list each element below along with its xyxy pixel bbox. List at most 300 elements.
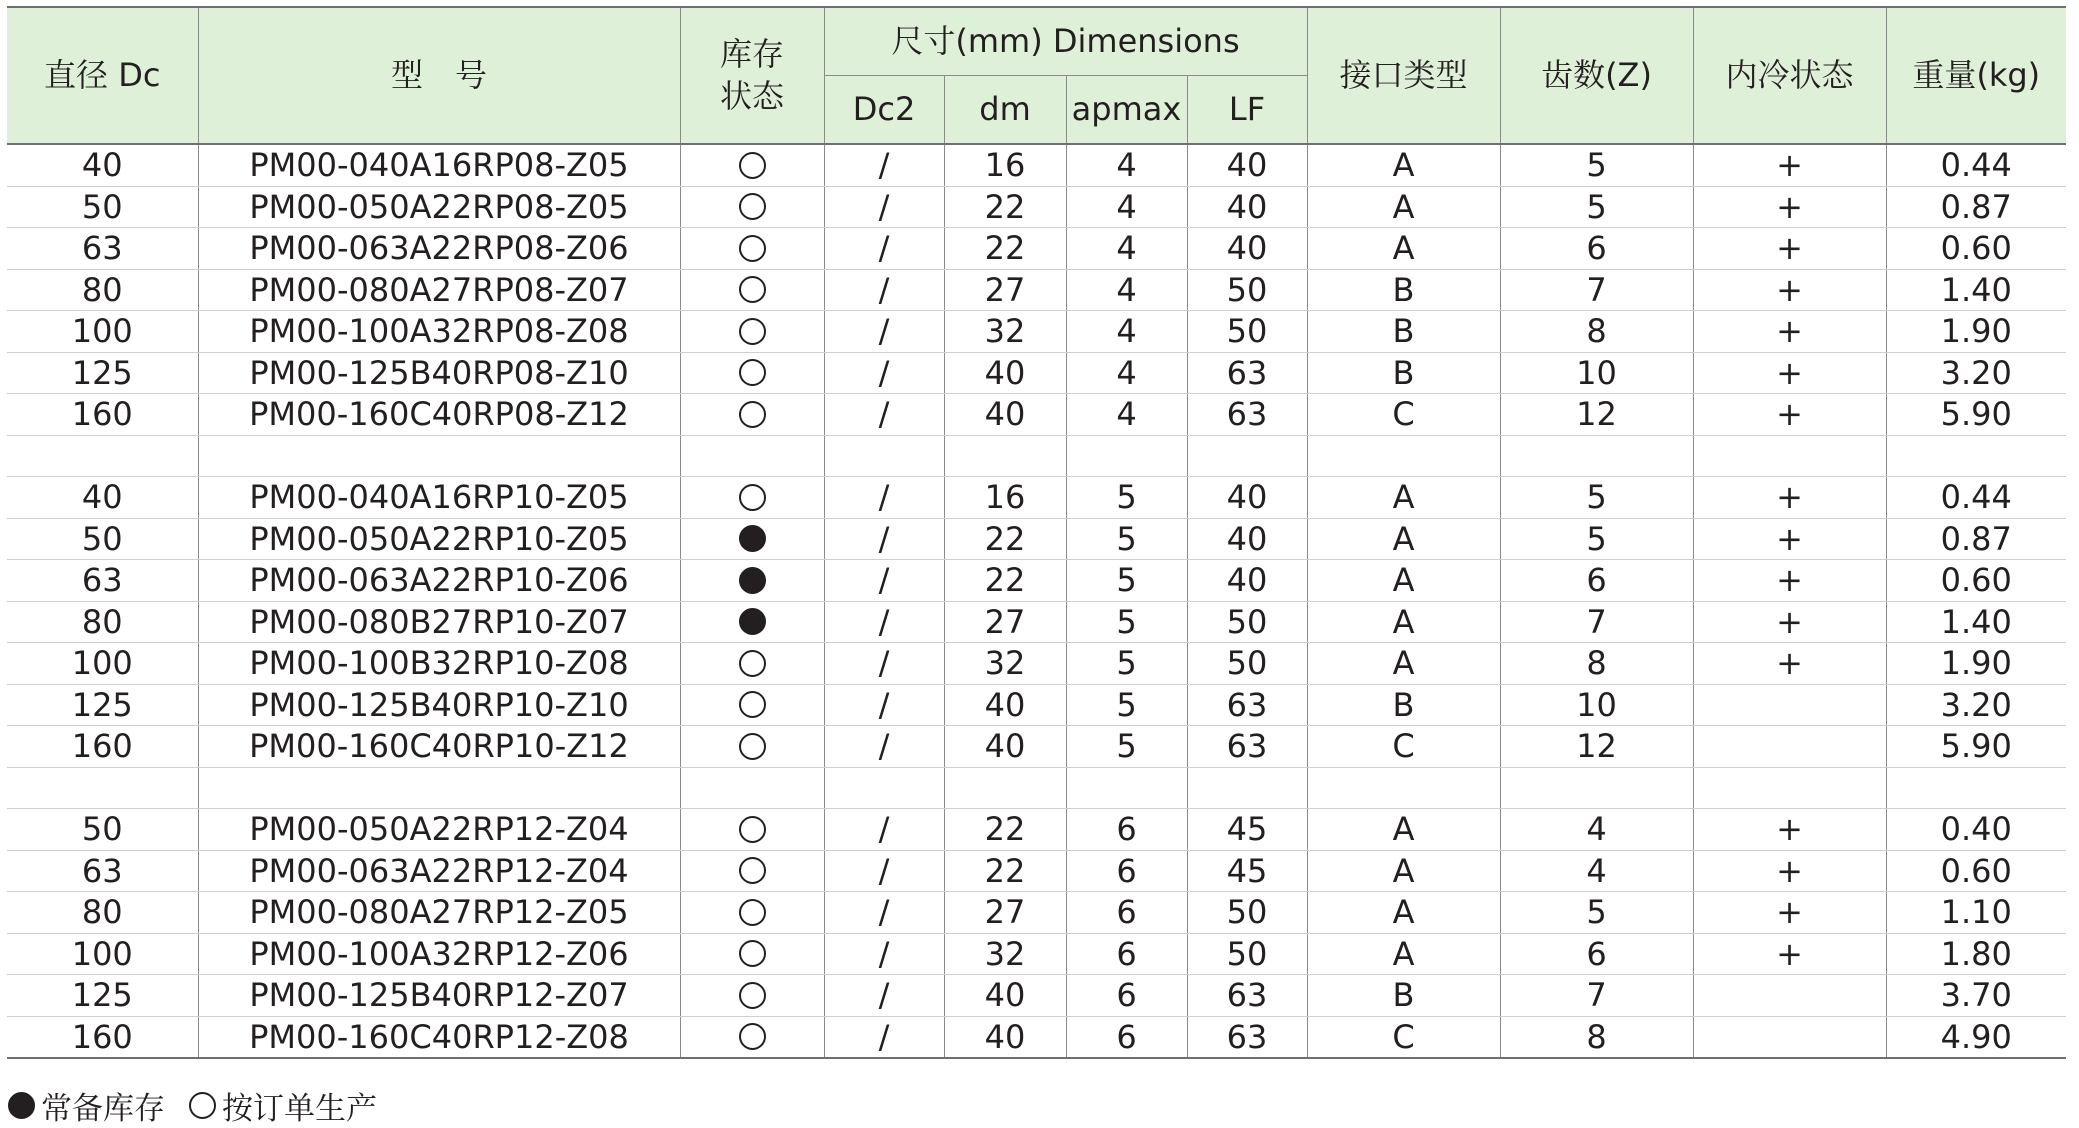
- cell-coolant: [1693, 1016, 1886, 1058]
- cell-coolant: +: [1693, 560, 1886, 602]
- cell-teeth: 8: [1500, 311, 1693, 353]
- cell-weight: 1.40: [1886, 601, 2066, 643]
- cell-dc2: /: [824, 518, 944, 560]
- cell-teeth: [1500, 767, 1693, 809]
- cell-stock: [680, 892, 824, 934]
- cell-lf: 50: [1187, 269, 1307, 311]
- header-coolant: 内冷状态: [1693, 7, 1886, 144]
- cell-apmax: 5: [1066, 518, 1187, 560]
- cell-dm: 22: [944, 186, 1066, 228]
- cell-interface: B: [1307, 352, 1500, 394]
- cell-coolant: +: [1693, 643, 1886, 685]
- cell-stock: [680, 726, 824, 768]
- spacer-row: [7, 435, 2066, 477]
- cell-coolant: +: [1693, 311, 1886, 353]
- cell-dc: 125: [7, 975, 198, 1017]
- cell-dc: 40: [7, 144, 198, 186]
- cell-weight: 0.44: [1886, 477, 2066, 519]
- cell-teeth: 7: [1500, 975, 1693, 1017]
- cell-model: PM00-050A22RP12-Z04: [198, 809, 680, 851]
- cell-model: PM00-080B27RP10-Z07: [198, 601, 680, 643]
- cell-stock: [680, 975, 824, 1017]
- cell-teeth: 12: [1500, 726, 1693, 768]
- cell-dc: 50: [7, 186, 198, 228]
- cell-dm: [944, 435, 1066, 477]
- cell-lf: 40: [1187, 477, 1307, 519]
- cell-dm: 40: [944, 352, 1066, 394]
- cell-dc2: /: [824, 186, 944, 228]
- cell-coolant: +: [1693, 892, 1886, 934]
- cell-lf: 45: [1187, 850, 1307, 892]
- open-circle-icon: [739, 982, 766, 1009]
- cell-dc2: /: [824, 850, 944, 892]
- cell-weight: 0.40: [1886, 809, 2066, 851]
- cell-dc2: /: [824, 269, 944, 311]
- cell-dm: [944, 767, 1066, 809]
- cell-lf: 45: [1187, 809, 1307, 851]
- open-circle-icon: [739, 650, 766, 677]
- header-apmax: apmax: [1066, 76, 1187, 145]
- cell-coolant: +: [1693, 352, 1886, 394]
- cell-dm: 40: [944, 1016, 1066, 1058]
- table-row: [7, 269, 2066, 311]
- cell-dc2: /: [824, 352, 944, 394]
- cell-dc2: /: [824, 933, 944, 975]
- open-circle-icon: [739, 276, 766, 303]
- cell-lf: 63: [1187, 352, 1307, 394]
- cell-coolant: +: [1693, 394, 1886, 436]
- table-row: [7, 643, 2066, 685]
- cell-dc: 80: [7, 892, 198, 934]
- cell-dc: 80: [7, 269, 198, 311]
- cell-dc: 125: [7, 352, 198, 394]
- filled-circle-icon: [8, 1092, 35, 1119]
- cell-lf: [1187, 435, 1307, 477]
- header-dc2: Dc2: [824, 76, 944, 145]
- cell-weight: 1.10: [1886, 892, 2066, 934]
- cell-dc: 160: [7, 726, 198, 768]
- cell-dc2: /: [824, 228, 944, 270]
- cell-teeth: 4: [1500, 809, 1693, 851]
- cell-lf: [1187, 767, 1307, 809]
- filled-circle-icon: [739, 525, 766, 552]
- cell-dc2: /: [824, 643, 944, 685]
- cell-weight: 0.87: [1886, 186, 2066, 228]
- header-stock-line1: 库存: [719, 34, 784, 73]
- open-circle-icon: [739, 691, 766, 718]
- table-row: [7, 726, 2066, 768]
- cell-model: PM00-100A32RP12-Z06: [198, 933, 680, 975]
- cell-dm: 22: [944, 518, 1066, 560]
- table-row: [7, 560, 2066, 602]
- cell-interface: C: [1307, 394, 1500, 436]
- cell-stock: [680, 311, 824, 353]
- cell-interface: C: [1307, 1016, 1500, 1058]
- cell-dm: 22: [944, 809, 1066, 851]
- cell-teeth: 5: [1500, 518, 1693, 560]
- cell-coolant: [1693, 684, 1886, 726]
- table-header: [7, 7, 2066, 144]
- cell-interface: B: [1307, 269, 1500, 311]
- header-teeth: 齿数(Z): [1500, 7, 1693, 144]
- cell-weight: 5.90: [1886, 726, 2066, 768]
- cell-teeth: 5: [1500, 186, 1693, 228]
- open-circle-icon: [739, 235, 766, 262]
- cell-teeth: 4: [1500, 850, 1693, 892]
- cell-dm: 32: [944, 311, 1066, 353]
- cell-dc: 63: [7, 850, 198, 892]
- cell-apmax: 5: [1066, 726, 1187, 768]
- open-circle-icon: [739, 193, 766, 220]
- header-model: 型 号: [198, 7, 680, 144]
- cell-dc2: [824, 435, 944, 477]
- legend-order-label: 按订单生产: [222, 1091, 377, 1127]
- cell-coolant: +: [1693, 518, 1886, 560]
- cell-weight: 0.60: [1886, 850, 2066, 892]
- cell-apmax: [1066, 767, 1187, 809]
- table-row: [7, 144, 2066, 186]
- table-row: [7, 601, 2066, 643]
- cell-dc: 40: [7, 477, 198, 519]
- cell-apmax: 6: [1066, 933, 1187, 975]
- cell-dc: 100: [7, 311, 198, 353]
- table-row: [7, 352, 2066, 394]
- cell-stock: [680, 228, 824, 270]
- cell-interface: A: [1307, 228, 1500, 270]
- cell-teeth: 5: [1500, 144, 1693, 186]
- open-circle-icon: [739, 359, 766, 386]
- cell-apmax: [1066, 435, 1187, 477]
- cell-stock: [680, 435, 824, 477]
- filled-circle-icon: [739, 567, 766, 594]
- cell-model: PM00-080A27RP08-Z07: [198, 269, 680, 311]
- open-circle-icon: [739, 857, 766, 884]
- cell-weight: 1.90: [1886, 311, 2066, 353]
- cell-apmax: 6: [1066, 1016, 1187, 1058]
- cell-dm: 22: [944, 560, 1066, 602]
- cell-lf: 40: [1187, 518, 1307, 560]
- cell-model: PM00-100A32RP08-Z08: [198, 311, 680, 353]
- cell-dc2: [824, 767, 944, 809]
- cell-stock: [680, 560, 824, 602]
- cell-model: PM00-063A22RP08-Z06: [198, 228, 680, 270]
- cell-dm: 32: [944, 643, 1066, 685]
- cell-coolant: +: [1693, 477, 1886, 519]
- cell-dc2: /: [824, 684, 944, 726]
- cell-model: PM00-125B40RP12-Z07: [198, 975, 680, 1017]
- cell-dc2: /: [824, 560, 944, 602]
- cell-dm: 22: [944, 228, 1066, 270]
- cell-teeth: 6: [1500, 560, 1693, 602]
- cell-stock: [680, 518, 824, 560]
- cell-coolant: +: [1693, 850, 1886, 892]
- cell-lf: 50: [1187, 933, 1307, 975]
- cell-dc: 160: [7, 1016, 198, 1058]
- cell-teeth: 6: [1500, 933, 1693, 975]
- cell-dm: 40: [944, 726, 1066, 768]
- header-dm: dm: [944, 76, 1066, 145]
- table-row: [7, 394, 2066, 436]
- cell-lf: 63: [1187, 394, 1307, 436]
- header-lf: LF: [1187, 76, 1307, 145]
- cell-weight: 3.20: [1886, 684, 2066, 726]
- cell-lf: 63: [1187, 726, 1307, 768]
- cell-lf: 40: [1187, 144, 1307, 186]
- cell-teeth: [1500, 435, 1693, 477]
- cell-model: [198, 767, 680, 809]
- cell-model: PM00-063A22RP10-Z06: [198, 560, 680, 602]
- cell-lf: 63: [1187, 975, 1307, 1017]
- cell-interface: [1307, 435, 1500, 477]
- cell-teeth: 12: [1500, 394, 1693, 436]
- cell-dc: 80: [7, 601, 198, 643]
- cell-stock: [680, 1016, 824, 1058]
- cell-dc: 100: [7, 933, 198, 975]
- table-row: [7, 809, 2066, 851]
- cell-stock: [680, 767, 824, 809]
- cell-coolant: [1693, 975, 1886, 1017]
- cell-interface: B: [1307, 975, 1500, 1017]
- open-circle-icon: [739, 816, 766, 843]
- cell-stock: [680, 186, 824, 228]
- cell-dc: 50: [7, 518, 198, 560]
- cell-stock: [680, 601, 824, 643]
- cell-lf: 50: [1187, 643, 1307, 685]
- cell-coolant: +: [1693, 186, 1886, 228]
- cell-weight: 3.70: [1886, 975, 2066, 1017]
- cell-teeth: 8: [1500, 643, 1693, 685]
- open-circle-icon: [739, 899, 766, 926]
- cell-dc2: /: [824, 144, 944, 186]
- cell-model: PM00-080A27RP12-Z05: [198, 892, 680, 934]
- cell-coolant: +: [1693, 933, 1886, 975]
- open-circle-icon: [739, 1023, 766, 1050]
- cell-model: PM00-040A16RP08-Z05: [198, 144, 680, 186]
- cell-weight: 0.87: [1886, 518, 2066, 560]
- cell-dc2: /: [824, 394, 944, 436]
- cell-interface: [1307, 767, 1500, 809]
- cell-model: PM00-160C40RP08-Z12: [198, 394, 680, 436]
- cell-lf: 50: [1187, 892, 1307, 934]
- cell-model: PM00-100B32RP10-Z08: [198, 643, 680, 685]
- cell-apmax: 4: [1066, 186, 1187, 228]
- cell-model: PM00-125B40RP08-Z10: [198, 352, 680, 394]
- cell-model: PM00-050A22RP08-Z05: [198, 186, 680, 228]
- cell-dm: 40: [944, 394, 1066, 436]
- open-circle-icon: [739, 318, 766, 345]
- cell-apmax: 5: [1066, 601, 1187, 643]
- cell-teeth: 7: [1500, 269, 1693, 311]
- cell-model: PM00-160C40RP10-Z12: [198, 726, 680, 768]
- cell-dc2: /: [824, 477, 944, 519]
- cell-lf: 40: [1187, 228, 1307, 270]
- cell-coolant: +: [1693, 809, 1886, 851]
- open-circle-icon: [739, 733, 766, 760]
- cell-interface: A: [1307, 518, 1500, 560]
- cell-interface: A: [1307, 933, 1500, 975]
- cell-dm: 16: [944, 144, 1066, 186]
- cell-weight: 4.90: [1886, 1016, 2066, 1058]
- cell-stock: [680, 850, 824, 892]
- cell-model: [198, 435, 680, 477]
- cell-lf: 63: [1187, 1016, 1307, 1058]
- cell-apmax: 6: [1066, 850, 1187, 892]
- header-stock: [680, 7, 824, 144]
- cell-coolant: +: [1693, 601, 1886, 643]
- product-spec-sheet: [7, 6, 2066, 1059]
- cell-stock: [680, 684, 824, 726]
- cell-interface: A: [1307, 643, 1500, 685]
- cell-teeth: 5: [1500, 477, 1693, 519]
- table-row: [7, 311, 2066, 353]
- cell-apmax: 6: [1066, 892, 1187, 934]
- cell-apmax: 5: [1066, 477, 1187, 519]
- cell-lf: 40: [1187, 186, 1307, 228]
- cell-weight: 0.60: [1886, 560, 2066, 602]
- cell-stock: [680, 477, 824, 519]
- cell-apmax: 5: [1066, 643, 1187, 685]
- cell-coolant: [1693, 435, 1886, 477]
- cell-apmax: 5: [1066, 560, 1187, 602]
- header-dc: 直径 Dc: [7, 7, 198, 144]
- cell-stock: [680, 933, 824, 975]
- cell-weight: [1886, 767, 2066, 809]
- cell-apmax: 4: [1066, 269, 1187, 311]
- header-stock-line2: 状态: [719, 76, 784, 115]
- cell-interface: B: [1307, 684, 1500, 726]
- cell-stock: [680, 352, 824, 394]
- cell-dm: 27: [944, 892, 1066, 934]
- cell-interface: A: [1307, 560, 1500, 602]
- header-weight: 重量(kg): [1886, 7, 2066, 144]
- cell-dc: 50: [7, 809, 198, 851]
- cell-dm: 16: [944, 477, 1066, 519]
- cell-weight: 0.44: [1886, 144, 2066, 186]
- cell-apmax: 4: [1066, 311, 1187, 353]
- cell-dm: 40: [944, 684, 1066, 726]
- cell-dc2: /: [824, 1016, 944, 1058]
- cell-apmax: 5: [1066, 684, 1187, 726]
- cell-dc: 125: [7, 684, 198, 726]
- table-row: [7, 477, 2066, 519]
- cell-interface: C: [1307, 726, 1500, 768]
- cell-lf: 40: [1187, 560, 1307, 602]
- cell-dc2: /: [824, 726, 944, 768]
- cell-weight: 1.40: [1886, 269, 2066, 311]
- spacer-row: [7, 767, 2066, 809]
- table-row: [7, 186, 2066, 228]
- cell-interface: B: [1307, 311, 1500, 353]
- cell-model: PM00-050A22RP10-Z05: [198, 518, 680, 560]
- legend-stock-label: 常备库存: [41, 1091, 165, 1127]
- cell-apmax: 4: [1066, 352, 1187, 394]
- cell-weight: 1.80: [1886, 933, 2066, 975]
- cell-dm: 22: [944, 850, 1066, 892]
- table-row: [7, 684, 2066, 726]
- cell-apmax: 4: [1066, 228, 1187, 270]
- cell-weight: [1886, 435, 2066, 477]
- cell-interface: A: [1307, 809, 1500, 851]
- cell-teeth: 5: [1500, 892, 1693, 934]
- header-interface: 接口类型: [1307, 7, 1500, 144]
- cell-dc: 160: [7, 394, 198, 436]
- spec-table: [7, 6, 2066, 1059]
- cell-model: PM00-160C40RP12-Z08: [198, 1016, 680, 1058]
- cell-coolant: +: [1693, 228, 1886, 270]
- cell-dm: 27: [944, 269, 1066, 311]
- cell-dc: [7, 767, 198, 809]
- cell-stock: [680, 394, 824, 436]
- table-row: [7, 975, 2066, 1017]
- cell-lf: 50: [1187, 601, 1307, 643]
- cell-lf: 50: [1187, 311, 1307, 353]
- table-row: [7, 1016, 2066, 1058]
- filled-circle-icon: [739, 608, 766, 635]
- cell-dc2: /: [824, 601, 944, 643]
- cell-coolant: [1693, 726, 1886, 768]
- table-body: [7, 144, 2066, 1058]
- cell-stock: [680, 809, 824, 851]
- cell-teeth: 7: [1500, 601, 1693, 643]
- cell-model: PM00-040A16RP10-Z05: [198, 477, 680, 519]
- cell-coolant: +: [1693, 144, 1886, 186]
- cell-teeth: 6: [1500, 228, 1693, 270]
- table-row: [7, 933, 2066, 975]
- open-circle-icon: [739, 152, 766, 179]
- cell-model: PM00-125B40RP10-Z10: [198, 684, 680, 726]
- cell-interface: A: [1307, 144, 1500, 186]
- cell-dc: 100: [7, 643, 198, 685]
- cell-interface: A: [1307, 892, 1500, 934]
- cell-weight: 3.20: [1886, 352, 2066, 394]
- cell-teeth: 10: [1500, 352, 1693, 394]
- cell-dc: 63: [7, 228, 198, 270]
- cell-coolant: +: [1693, 269, 1886, 311]
- cell-stock: [680, 643, 824, 685]
- cell-coolant: [1693, 767, 1886, 809]
- cell-dm: 27: [944, 601, 1066, 643]
- cell-dm: 40: [944, 975, 1066, 1017]
- cell-apmax: 6: [1066, 975, 1187, 1017]
- cell-interface: A: [1307, 850, 1500, 892]
- cell-dc: [7, 435, 198, 477]
- cell-dc2: /: [824, 809, 944, 851]
- cell-apmax: 4: [1066, 144, 1187, 186]
- cell-weight: 1.90: [1886, 643, 2066, 685]
- open-circle-icon: [739, 401, 766, 428]
- cell-teeth: 10: [1500, 684, 1693, 726]
- table-row: [7, 892, 2066, 934]
- cell-weight: 5.90: [1886, 394, 2066, 436]
- cell-weight: 0.60: [1886, 228, 2066, 270]
- open-circle-icon: [739, 484, 766, 511]
- cell-stock: [680, 269, 824, 311]
- legend: [8, 1083, 377, 1128]
- table-row: [7, 228, 2066, 270]
- cell-dm: 32: [944, 933, 1066, 975]
- header-dimensions: 尺寸(mm) Dimensions: [824, 7, 1307, 76]
- cell-dc: 63: [7, 560, 198, 602]
- cell-apmax: 6: [1066, 809, 1187, 851]
- table-row: [7, 850, 2066, 892]
- cell-dc2: /: [824, 311, 944, 353]
- cell-interface: A: [1307, 186, 1500, 228]
- cell-teeth: 8: [1500, 1016, 1693, 1058]
- open-circle-icon: [739, 940, 766, 967]
- cell-lf: 63: [1187, 684, 1307, 726]
- cell-apmax: 4: [1066, 394, 1187, 436]
- cell-interface: A: [1307, 477, 1500, 519]
